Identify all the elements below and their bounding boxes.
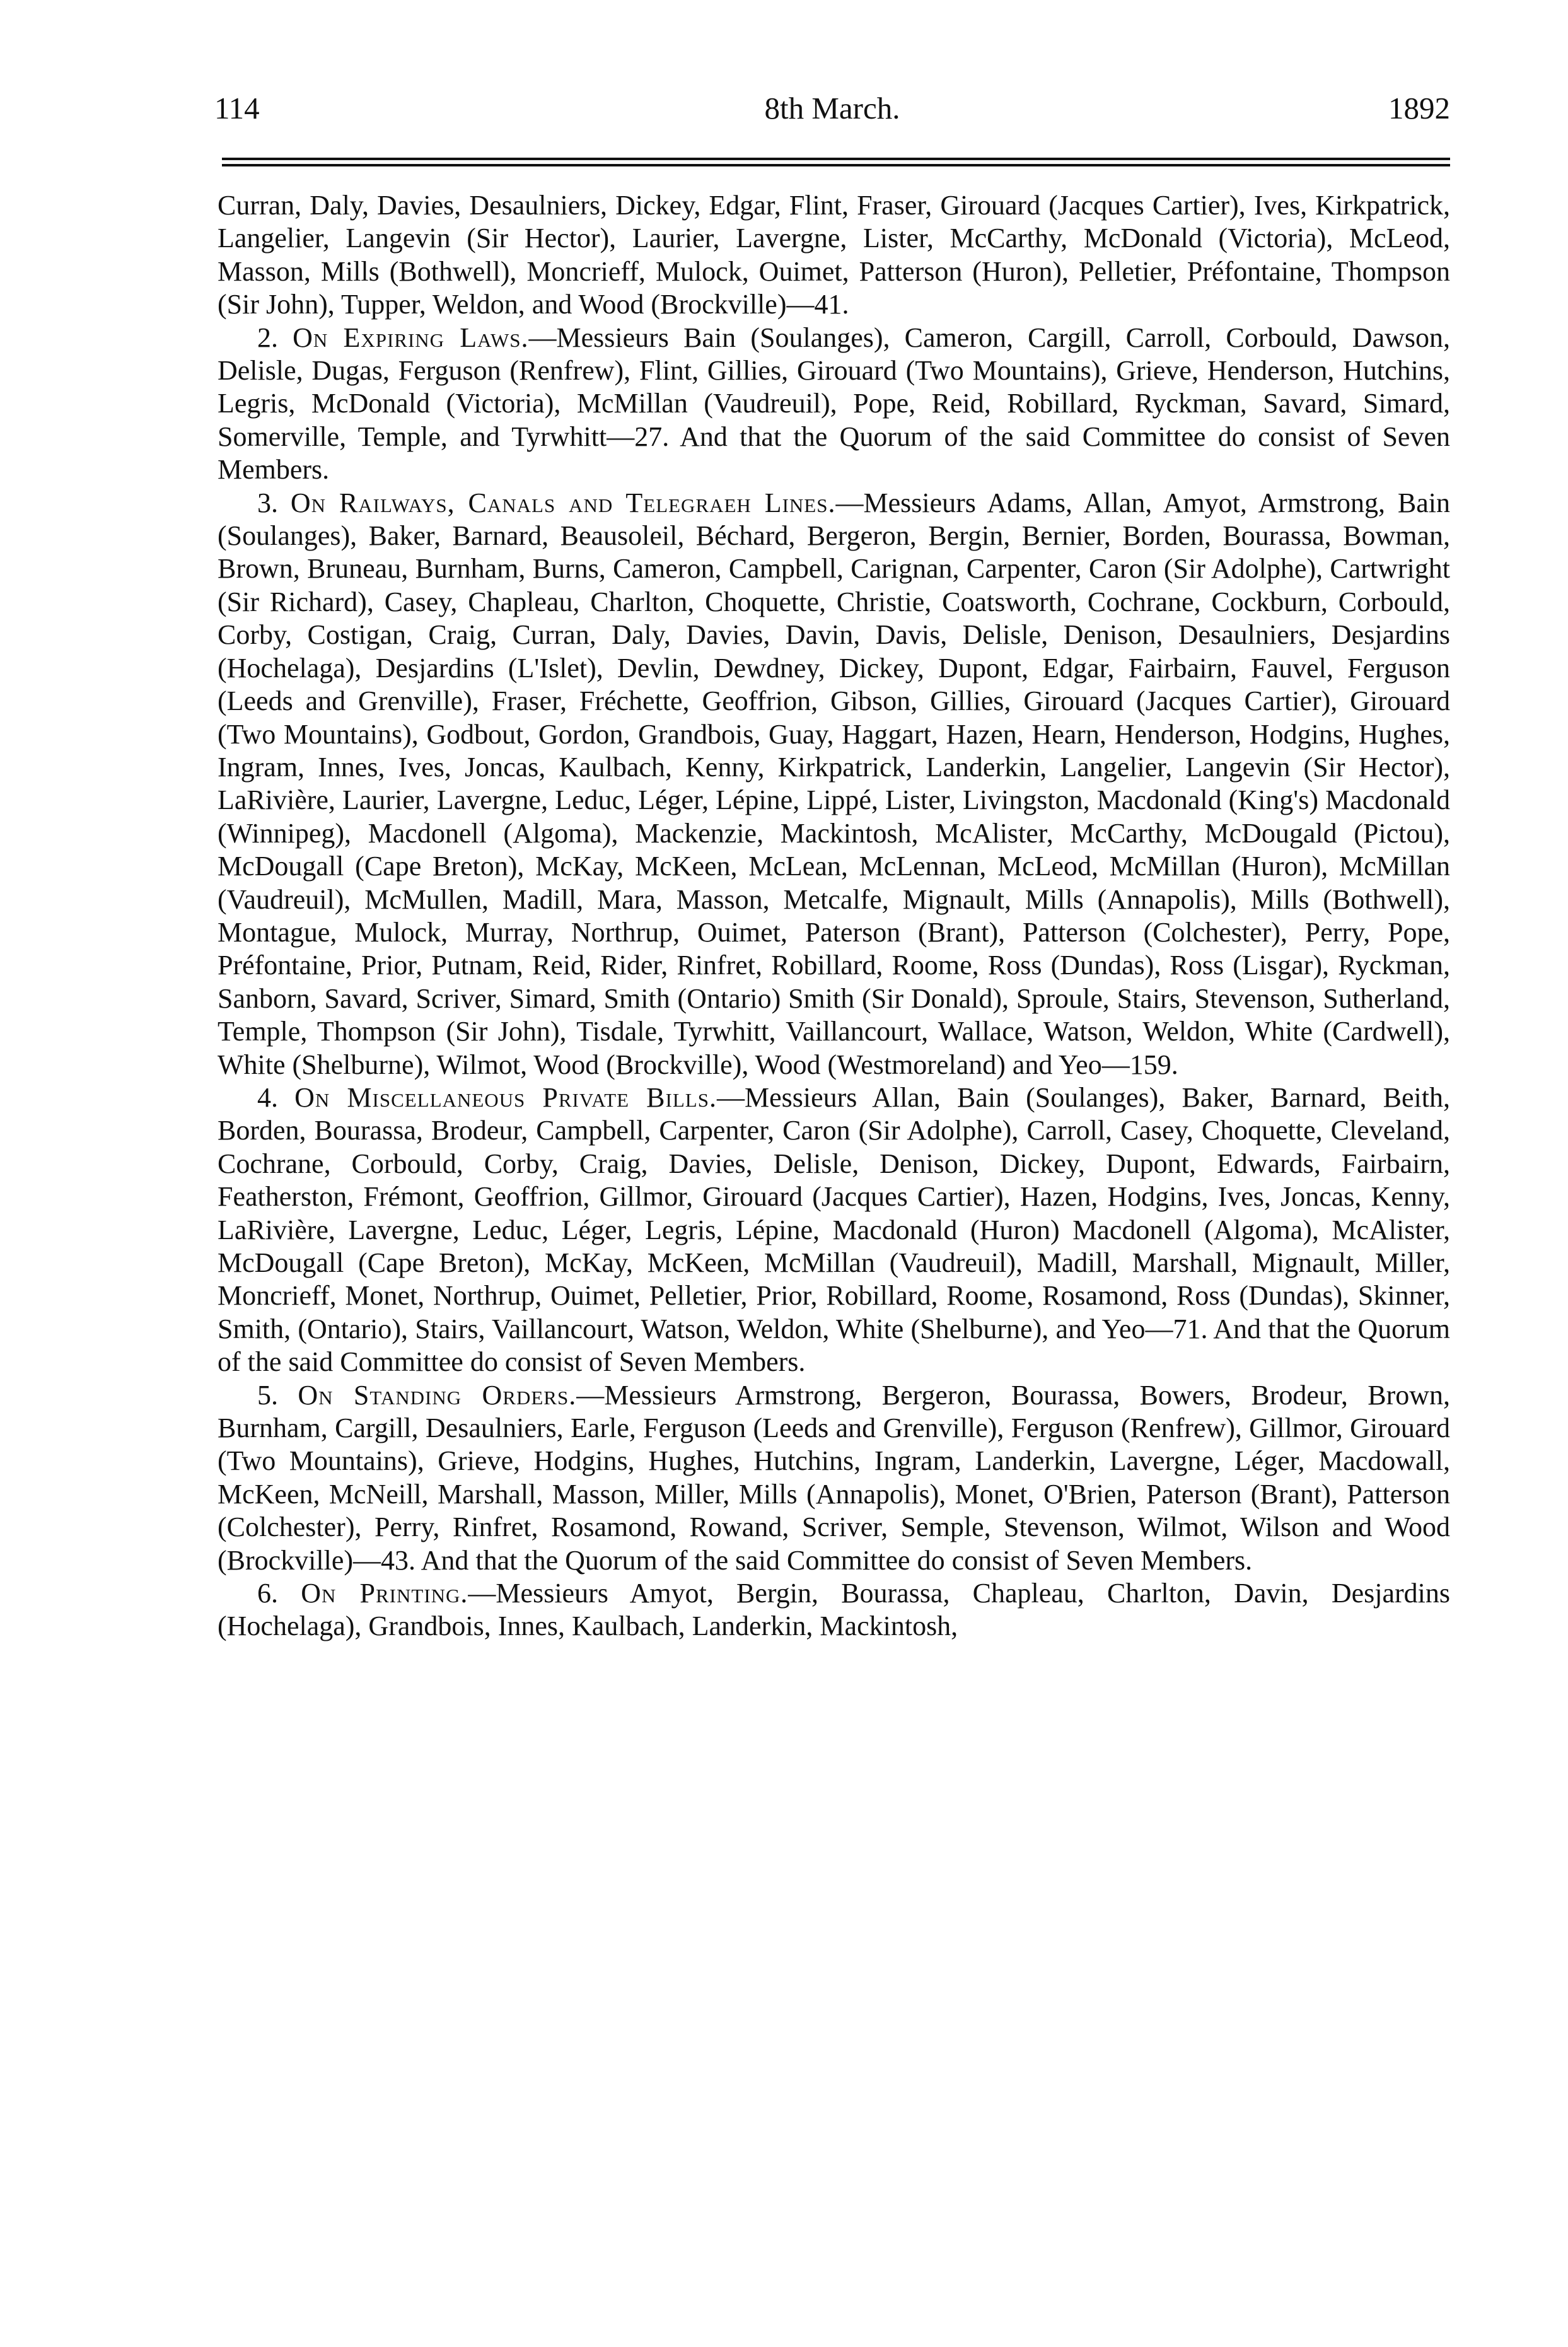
item-heading: On Railways, Canals and Telegraeh Lines. [290,487,836,518]
item-number: 4. [257,1081,278,1113]
header-double-rule [222,158,1450,166]
item-number: 6. [257,1578,278,1609]
item-heading: On Miscellaneous Private Bills. [294,1081,717,1113]
item-text: —Messieurs Armstrong, Bergeron, Bourassa, Bowers, Brodeur, Brown, Burnham, Cargill, Desaulniers, Earle, Ferguson (Leeds and Grenville), Ferguson (Renfrew), Gillmor, Girouard (Two Mountains), Grieve, Hodgins, Hughes, Hutchins, Ingram, Landerkin, Lavergne, Léger, Macdowall, McKeen, McNeill, Marshall, Masson, Miller, Mills (Annapolis), Monet, O'Brien, Paterson (Brant), Patterson (Colchester), Perry, Rinfret, Rosamond, Rowand, Scriver, Semple, Stevenson, Wilmot, Wilson and Wood (Brockville)—43. And that the Quorum of the said Committee do consist of Seven Members. [218,1379,1451,1576]
item-number: 3. [257,487,278,518]
committee-item-standing-orders [218,1379,1450,1577]
item-heading: On Printing. [301,1578,468,1609]
continuation-paragraph: Curran, Daly, Davies, Desaulniers, Dickey, Edgar, Flint, Fraser, Girouard (Jacques Cartier), Ives, Kirkpatrick, Langelier, Langevin (Sir Hector), Laurier, Lavergne, Lister, McCarthy, McDonald (Victoria), McLeod, Masson, Mills (Bothwell), Moncrieff, Mulock, Ouimet, Patterson (Huron), Pelletier, Préfontaine, Thompson (Sir John), Tupper, Weldon, and Wood (Brockville)—41. [218,190,1450,320]
item-text: —Messieurs Amyot, Bergin, Bourassa, Chapleau, Charlton, Davin, Desjardins (Hochelaga), Grandbois, Innes, Kaulbach, Landerkin, Mackintosh, [218,1578,1450,1642]
page-number: 114 [214,91,260,125]
item-text: —Messieurs Bain (Soulanges), Cameron, Cargill, Carroll, Corbould, Dawson, Delisle, Dugas, Ferguson (Renfrew), Flint, Gillies, Girouard (Two Mountains), Grieve, Henderson, Hutchins, Legris, McDonald (Victoria), McMillan (Vaudreuil), Pope, Reid, Robillard, Ryckman, Savard, Simard, Somerville, Temple, and Tyrwhitt—27. And that the Quorum of the said Committee do consist of Seven Members. [218,322,1450,486]
item-heading: On Standing Orders. [298,1379,577,1411]
document-body [218,189,1450,1643]
committee-item-private-bills [218,1081,1450,1379]
committee-item-expiring-laws [218,322,1450,487]
item-text: —Messieurs Adams, Allan, Amyot, Armstrong, Bain (Soulanges), Baker, Barnard, Beausoleil, Béchard, Bergeron, Bergin, Bernier, Borden, Bourassa, Bowman, Brown, Bruneau, Burnham, Burns, Cameron, Campbell, Carignan, Carpenter, Caron (Sir Adolphe), Cartwright (Sir Richard), Casey, Chapleau, Charlton, Choquette, Christie, Coatsworth, Cochrane, Cockburn, Corbould, Corby, Costigan, Craig, Curran, Daly, Davies, Davin, Davis, Delisle, Denison, Desaulniers, Desjardins (Hochelaga), Desjardins (L'Islet), Devlin, Dewdney, Dickey, Dupont, Edgar, Fairbairn, Fauvel, Ferguson (Leeds and Grenville), Fraser, Fréchette, Geoffrion, Gibson, Gillies, Girouard (Jacques Cartier), Girouard (Two Mountains), Godbout, Gordon, Grandbois, Guay, Haggart, Hazen, Hearn, Henderson, Hodgins, Hughes, Ingram, Innes, Ives, Joncas, Kaulbach, Kenny, Kirkpatrick, Landerkin, Langelier, Langevin (Sir Hector), LaRivière, Laurier, Lavergne, Leduc, Léger, Lépine, Lippé, Lister, Livingston, Macdonald (King's) Macdonald (Winnipeg), Macdonell (Algoma), Mackenzie, Mackintosh, McAlister, McCarthy, McDougald (Pictou), McDougall (Cape Breton), McKay, McKeen, McLean, McLennan, McLeod, McMillan (Huron), McMillan (Vaudreuil), McMullen, Madill, Mara, Masson, Metcalfe, Mignault, Mills (Annapolis), Mills (Bothwell), Montague, Mulock, Murray, Northrup, Ouimet, Paterson (Brant), Patterson (Colchester), Perry, Pope, Préfontaine, Prior, Putnam, Reid, Rider, Rinfret, Robillard, Roome, Ross (Dundas), Ross (Lisgar), Ryckman, Sanborn, Savard, Scriver, Simard, Smith (Ontario) Smith (Sir Donald), Sproule, Stairs, Stevenson, Sutherland, Temple, Thompson (Sir John), Tisdale, Tyrwhitt, Vaillancourt, Wallace, Watson, Weldon, White (Cardwell), White (Shelburne), Wilmot, Wood (Brockville), Wood (Westmoreland) and Yeo—159. [218,487,1451,1080]
item-number: 2. [257,322,278,353]
header-date: 8th March. [764,91,900,125]
committee-item-printing [218,1577,1450,1643]
committee-item-railways [218,487,1450,1081]
header-year: 1892 [1388,91,1450,125]
item-heading: On Expiring Laws. [293,322,529,353]
item-text: —Messieurs Allan, Bain (Soulanges), Baker, Barnard, Beith, Borden, Bourassa, Brodeur, Campbell, Carpenter, Caron (Sir Adolphe), Carroll, Casey, Choquette, Cleveland, Cochrane, Corbould, Corby, Craig, Davies, Delisle, Denison, Dickey, Dupont, Edwards, Fairbairn, Featherston, Frémont, Geoffrion, Gillmor, Girouard (Jacques Cartier), Hazen, Hodgins, Ives, Joncas, Kenny, LaRivière, Lavergne, Leduc, Léger, Legris, Lépine, Macdonald (Huron) Macdonell (Algoma), McAlister, McDougall (Cape Breton), McKay, McKeen, McMillan (Vaudreuil), Madill, Marshall, Mignault, Miller, Moncrieff, Monet, Northrup, Ouimet, Pelletier, Prior, Robillard, Roome, Rosamond, Ross (Dundas), Skinner, Smith, (Ontario), Stairs, Vaillancourt, Watson, Weldon, White (Shelburne), and Yeo—71. And that the Quorum of the said Committee do consist of Seven Members. [218,1081,1450,1378]
running-header [214,83,1450,134]
item-number: 5. [257,1379,278,1411]
